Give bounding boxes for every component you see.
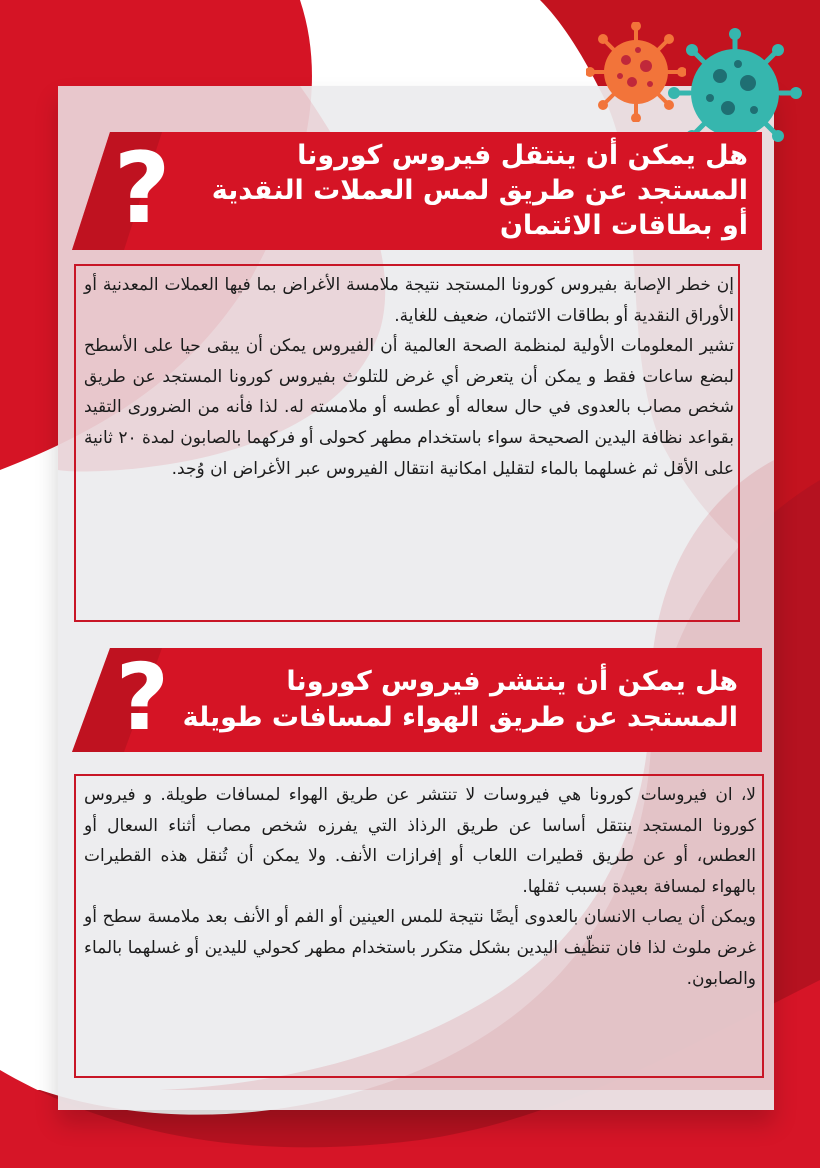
- question-mark-icon: ؟: [114, 132, 171, 246]
- heading-line: المستجد عن طريق الهواء لمسافات طويلة: [182, 702, 738, 733]
- answer-text-2: [84, 780, 756, 994]
- section-1-heading: [212, 138, 748, 243]
- question-banner-2: [72, 644, 762, 752]
- paragraph: إن خطر الإصابة بفيروس كورونا المستجد نتيجة ملامسة الأغراض بما فيها العملات المعدنية أو الأوراق النقدية أو بطاقات الائتمان، ضعيف للغاية.: [84, 275, 734, 326]
- heading-line: أو بطاقات الائتمان: [499, 210, 748, 241]
- paragraph: لا، ان فيروسات كورونا هي فيروسات لا تنتشر عن طريق الهواء لمسافات طويلة. و فيروس كورونا المستجد ينتقل أساسا عن طريق الرذاذ التي يفرزه شخص مصاب أثناء السعال أو العطس، أو عن طريق قطيرات اللعاب أو إفرازات الأنف. ولا يمكن أن تُنقل هذه القطيرات بالهواء لمسافة بعيدة بسبب ثقلها.: [84, 785, 756, 897]
- heading-line: هل يمكن أن ينتشر فيروس كورونا: [286, 666, 738, 697]
- heading-line: هل يمكن أن ينتقل فيروس كورونا: [297, 140, 748, 171]
- question-mark-icon: ؟: [116, 644, 170, 751]
- heading-line: المستجد عن طريق لمس العملات النقدية: [211, 175, 748, 206]
- section-2-heading: [183, 664, 738, 736]
- paragraph: ويمكن أن يصاب الانسان بالعدوى أيضًا نتيجة للمس العينين أو الفم أو الأنف بعد ملامسة سطح أو غرض ملوث لذا فان تنظّيف اليدين بشكل متكرر باستخدام مطهر كحولي لليدين أو غسلهما بالماء والصابون.: [84, 907, 756, 989]
- question-banner-1: [72, 132, 762, 250]
- paragraph: تشير المعلومات الأولية لمنظمة الصحة العالمية أن الفيروس يمكن أن يبقى حيا على الأسطح لبضع ساعات فقط و يمكن أن يتعرض أي غرض للتلوث بفيروس كورونا المستجد عن طريق شخص مصاب بالعدوى في حال سعاله أو عطسه أو ملامسته له. لذا فأنه من الضرورى التقيد بقواعد نظافة اليدين الصحيحة سواء باستخدام مطهر كحولى أو فركهما بالصابون لمدة ٢٠ ثانية على الأقل ثم غسلهما بالماء لتقليل امكانية انتقال الفيروس عبر الأغراض ان وُجد.: [84, 336, 734, 479]
- answer-text-1: [84, 270, 734, 484]
